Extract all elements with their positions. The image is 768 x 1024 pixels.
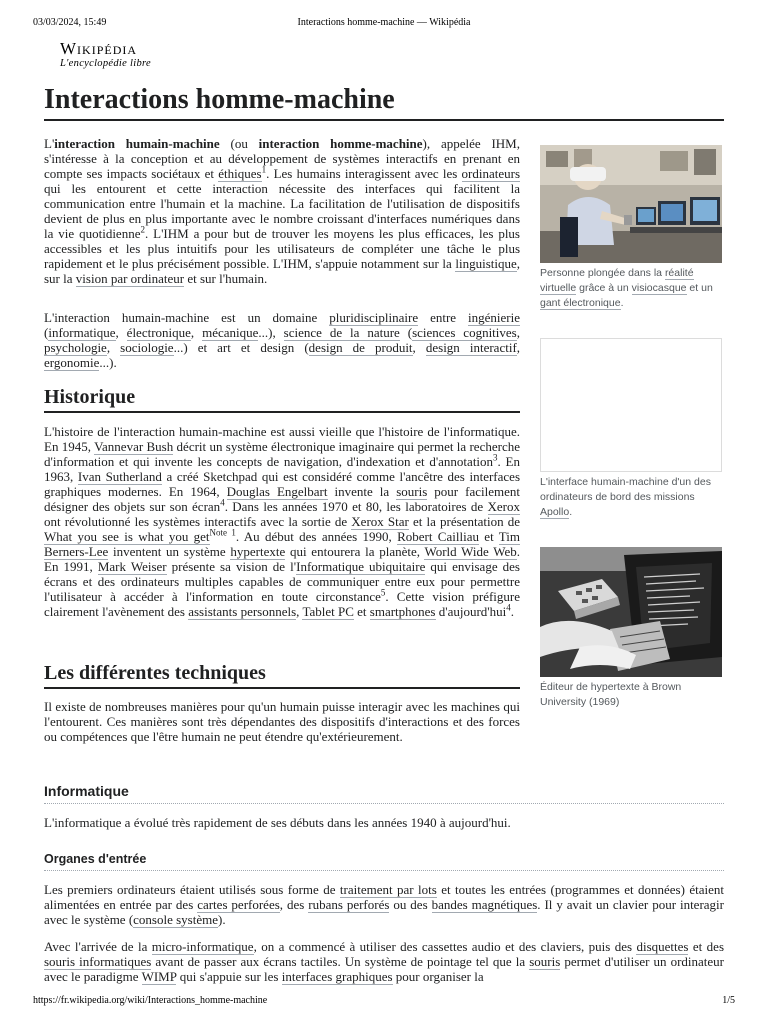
intro-paragraph-1: L'interaction humain-machine (ou interaction homme-machine), appelée IHM, s'intéresse à la conception et au développement de systèmes interactifs en prenant en compte ses impacts sociétaux et éthiques$^1$. Les humains interagissent avec les ordinateurs qui les entourent et cette interaction nécessite des interfaces qui facilitent la communication entre l'humain et la machine. La facilitation de l'utilisation de dispositifs devient de plus en plus importante avec le nombre croissant d'interfaces numériques dans la vie quotidienne$^2$. L'IHM a pour but de trouver les moyens les plus efficaces, les plus accessibles et les plus intuitifs pour les utilisateurs de compléter une tâche le plus rapidement et le plus précisément possible. L'IHM, s'appuie notamment sur la linguistique, sur la vision par ordinateur et sur l'humain. (44, 136, 521, 286)
wikipedia-logo[interactable] (60, 40, 151, 70)
organes-paragraph-1: Les premiers ordinateurs étaient utilisés sous forme de traitement par lots et toutes les entrées (programmes et données) étaient alimentées en entrée par des cartes perforées, des rubans perforés ou des bandes magnétiques. Il y avait un clavier pour interagir avec le système (console système). (44, 882, 724, 927)
print-page-number: 1/5 (722, 995, 735, 1006)
page-title: Interactions homme-machine (44, 82, 724, 121)
figure-caption-apollo: L'interface humain-machine d'un des ordinateurs de bord des missions Apollo. (540, 476, 711, 518)
figure-caption-vr: Personne plongée dans la réalité virtuelle grâce à un visiocasque et un gant électronique. (540, 267, 713, 309)
logo-wordmark: Wikipédia (60, 39, 138, 58)
logo-tagline: L'encyclopédie libre (60, 58, 151, 69)
section-heading-informatique: Informatique (44, 782, 724, 804)
print-footer (33, 995, 735, 1009)
figure-caption-hypertext: Éditeur de hypertexte à Brown University (1969) (540, 681, 682, 708)
figure-virtual-reality (540, 145, 722, 311)
print-header (33, 17, 735, 31)
figure-apollo (540, 338, 722, 520)
apollo-image[interactable] (540, 338, 722, 472)
figure-hypertext (540, 547, 722, 710)
hypertext-photo[interactable] (540, 547, 722, 677)
section-heading-historique: Historique (44, 384, 520, 413)
print-datetime: 03/03/2024, 15:49 (33, 17, 107, 28)
print-url: https://fr.wikipedia.org/wiki/Interactions_homme-machine (33, 995, 268, 1006)
informatique-paragraph: L'informatique a évolué très rapidement de ses débuts dans les années 1940 à aujourd'hui. (44, 815, 511, 830)
organes-paragraph-2: Avec l'arrivée de la micro-informatique, on a commencé à utiliser des cassettes audio et des claviers, puis des disquettes et des souris informatiques avant de passer aux écrans tactiles. Un système de pointage tel que la souris permet d'utiliser un ordinateur avec le paradigme WIMP qui s'appuie sur les interfaces graphiques pour organiser la (44, 939, 725, 984)
section-heading-organes-entree: Organes d'entrée (44, 851, 724, 871)
techniques-paragraph: Il existe de nombreuses manières pour qu'un humain puisse interagir avec les machines qui l'entourent. Ces manières sont très dépendantes des dispositifs d'interactions et des forces ou compétences que l'être humain ne peut étendre qu'extérieurement. (44, 699, 520, 744)
vr-photo-illustration (540, 145, 722, 263)
print-page-title: Interactions homme-machine — Wikipédia (297, 17, 471, 28)
section-heading-techniques: Les différentes techniques (44, 660, 520, 689)
intro-paragraph-2: L'interaction humain-machine est un domaine pluridisciplinaire entre ingénierie (informatique, électronique, mécanique...), science de la nature (sciences cognitives, psychologie, sociologie...) et art et design (design de produit, design interactif, ergonomie...). (44, 310, 521, 370)
vr-photo[interactable] (540, 145, 722, 263)
historique-paragraph: L'histoire de l'interaction humain-machine est aussi vieille que l'histoire de l'informatique. En 1945, Vannevar Bush décrit un système électronique imaginaire qui permet la recherche d'information et qui invente les concepts de navigation, d'indexation et d'annotation$^3$. En 1963, Ivan Sutherland a créé Sketchpad qui est considéré comme l'ancêtre des interfaces graphiques modernes. En 1964, Douglas Engelbart invente la souris pour facilement désigner des objets sur son écran$^4$. Dans les années 1970 et 80, les laboratoires de Xerox ont révolutionné les systèmes interactifs avec la sortie de Xerox Star et la présentation de What you see is what you get$^{Note 1}$. Au début des années 1990, Robert Cailliau et Tim Berners-Lee inventent un système hypertexte qui entourera la planète, World Wide Web. En 1991, Mark Weiser présente sa vision de l'Informatique ubiquitaire qui envisage des écrans et des ordinateurs multiples capables de communiquer entre eux pour permettre l'utilisateur à accéder à l'information en toute circonstance$^5$. Cette vision préfigure clairement l'avènement des assistants personnels, Tablet PC et smartphones d'aujourd'hui$^4$. (44, 424, 521, 619)
hypertext-photo-illustration (540, 547, 722, 677)
